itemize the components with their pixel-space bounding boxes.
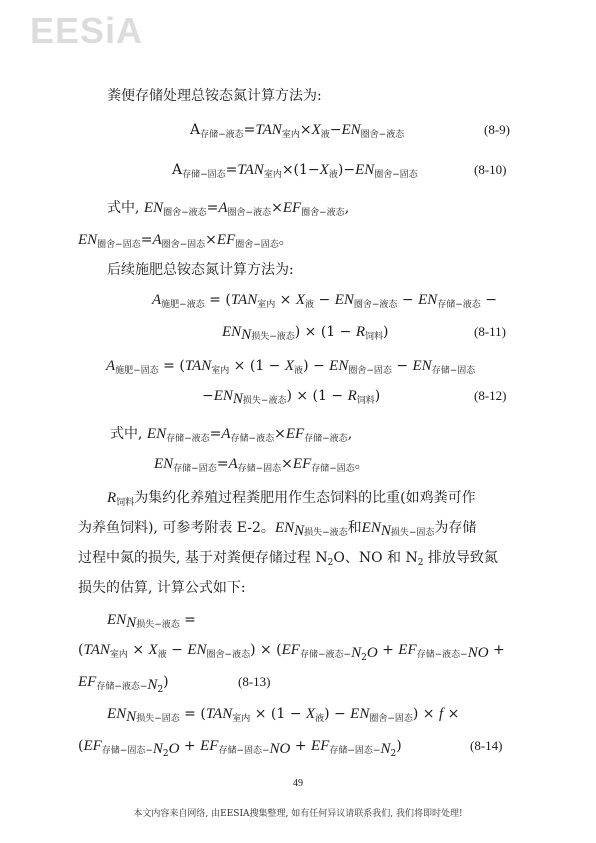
equation-8-10: $A_{存储-固态}=TAN_{室内}\times(1-X_液)-EN_{圈舍-固态}$	[172, 162, 418, 180]
equation-8-12-part2: $-EN_{N损失-液态}) \times (1 - R_{饲料})$	[202, 388, 381, 407]
text-line: 后续施肥总铵态氮计算方法为:	[107, 262, 294, 278]
equation-number: (8-9)	[484, 122, 510, 137]
equation-8-13-part1: $EN_{N损失-液态}$ =	[107, 612, 196, 631]
equation-number: (8-11)	[474, 324, 507, 339]
footer-notice: 本文内容来自网络, 由EESIA搜集整理, 如有任何异议请联系我们, 我们将即时处理!	[133, 809, 463, 819]
paragraph-line: 过程中氮的损失, 基于对粪便存储过程 $N_2O$、NO 和 $N_2$ 排放导致氮	[78, 550, 498, 568]
text-line: 粪便存储处理总铵态氮计算方法为:	[107, 88, 322, 104]
paragraph-line: 损失的估算, 计算公式如下:	[78, 580, 246, 596]
equation-number: (8-13)	[238, 674, 271, 689]
text-line: 式中, $EN_{存储-液态}=A_{存储-液态}\times EF_{存储-液态}$,	[110, 426, 353, 444]
equation-number: (8-12)	[474, 388, 507, 403]
equation-8-13-part2: $(TAN_{室内} \times X_液 - EN_{圈舍-液态}) \times (EF_{存储-液态-N_2O} + EF_{存储-液态-NO}$ +	[78, 642, 505, 663]
text-line: 式中, $EN_{圈舍-液态}=A_{圈舍-液态}\times EF_{圈舍-液态}$,	[107, 200, 350, 218]
equation-number: (8-14)	[470, 738, 503, 753]
equation-8-9: $A_{存储-液态}=TAN_{室内}\times X_液-EN_{圈舍-液态}$	[190, 122, 405, 140]
equation-8-13-part3: $EF_{存储-液态-N_2}$)	[78, 674, 169, 695]
equation-8-14-part2: $(EF_{存储-固态-N_2O} + EF_{存储-固态-NO} + EF_{存储-固态-N_2})$	[78, 738, 402, 759]
paragraph-line: $R_{饲料}$为集约化养殖过程粪肥用作生态饲料的比重(如鸡粪可作	[107, 490, 476, 508]
page-number: 49	[293, 778, 303, 789]
text-line: $EN_{圈舍-固态}=A_{圈舍-固态}\times EF_{圈舍-固态}$。	[78, 232, 293, 250]
equation-8-14-part1: $EN_{N损失-固态} = (TAN_{室内} \times (1 - X_液) - EN_{圈舍-固态}) \times f$ ×	[107, 706, 460, 725]
eesia-logo: EESiA	[30, 10, 144, 51]
equation-8-11-part2: $EN_{N损失-液态}) \times (1 - R_{饲料})$	[222, 324, 389, 343]
equation-8-12-part1: $A_{施肥-固态} = (TAN_{室内} \times (1 - X_液) - EN_{圈舍-固态} - EN_{存储-固态}$	[106, 358, 476, 376]
paragraph-line: 为养鱼饲料), 可参考附表 E-2。$EN_{N损失-液态}$和$EN_{N损失-固态}$为存储	[78, 520, 477, 539]
equation-number: (8-10)	[474, 162, 507, 177]
equation-8-11-part1: $A_{施肥-液态} = (TAN_{室内} \times X_液 - EN_{圈舍-液态} - EN_{存储-液态}$ −	[152, 292, 497, 310]
text-line: $EN_{存储-固态}=A_{存储-固态}\times EF_{存储-固态}$。	[154, 456, 369, 474]
